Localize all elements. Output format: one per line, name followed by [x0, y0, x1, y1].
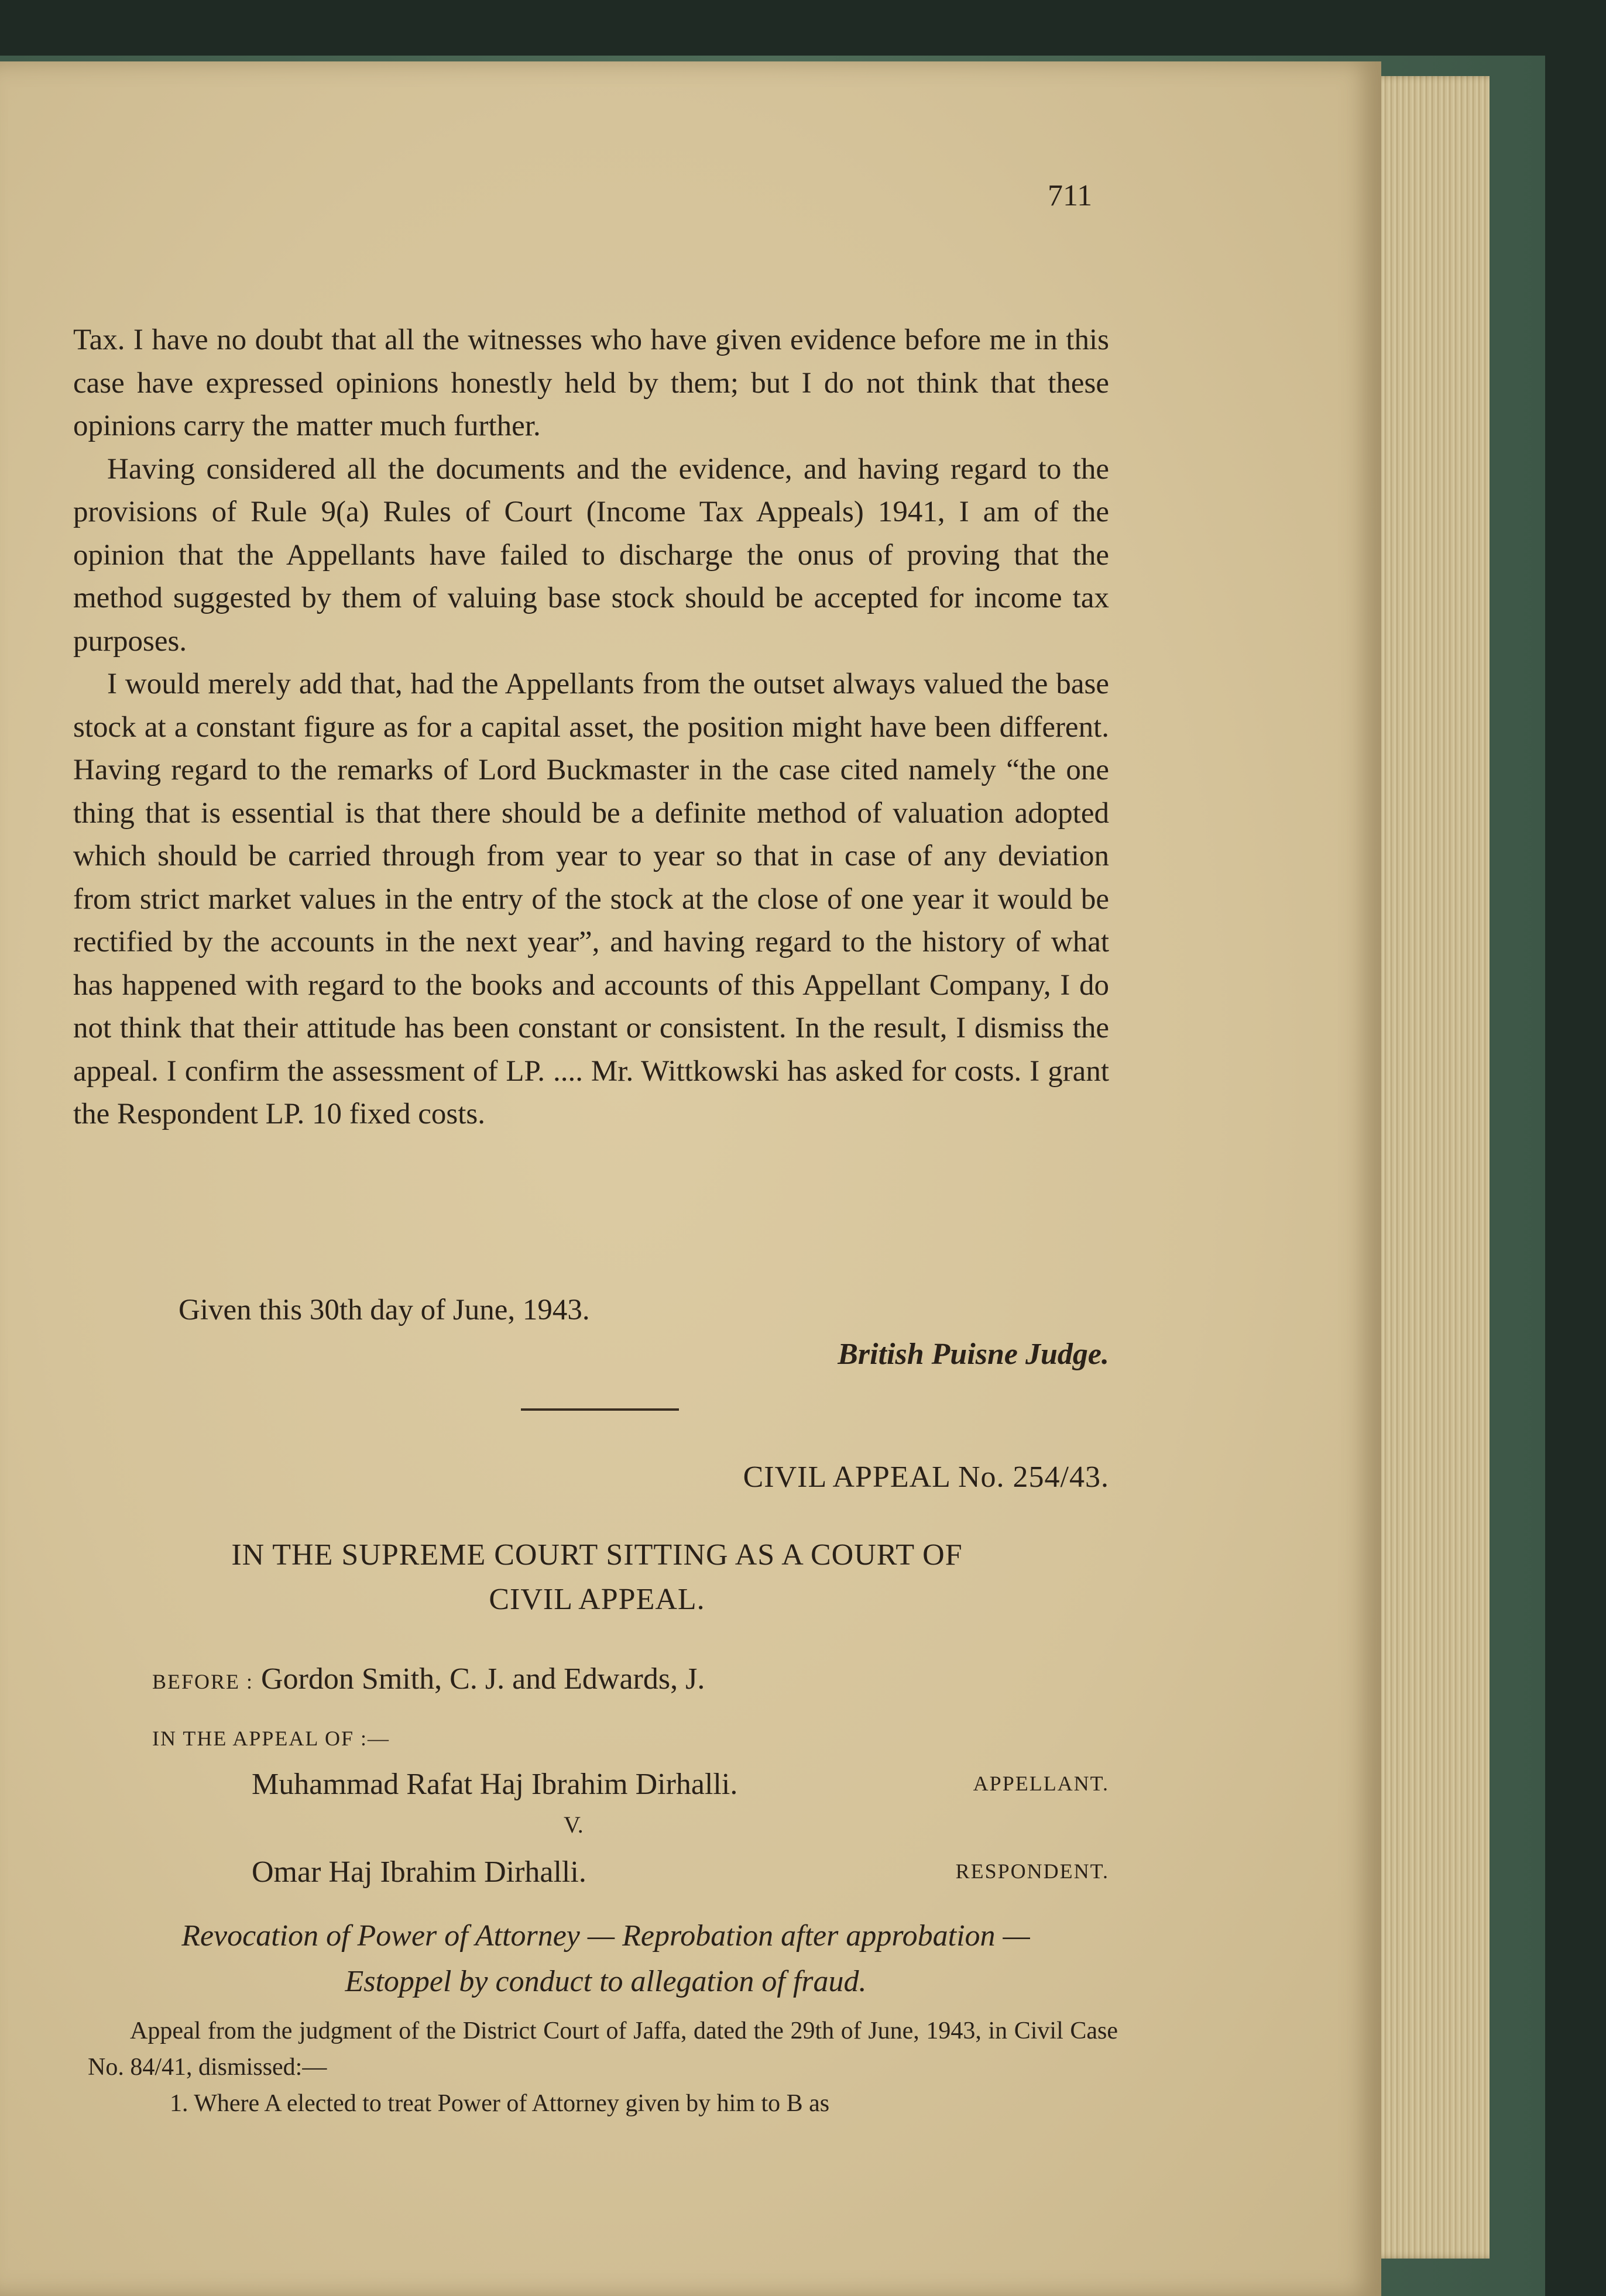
page-number: 711 — [1048, 179, 1093, 212]
appeal-summary: Appeal from the judgment of the District Court of Jaffa, dated the 29th of June, 1943, in Civil Case No. 84/41, dismissed:— — [88, 2017, 1118, 2081]
appellant-role: APPELLANT. — [973, 1772, 1109, 1795]
headnote-point: 1. Where A elected to treat Power of Attorney given by him to B as — [170, 2090, 830, 2117]
paragraph: I would merely add that, had the Appellants from the outset always valued the base stock at a constant figure as for a capital asset, the position might have been different. Having regard to the remarks of Lord Buckmaster in the case cited namely “the one thing that is essential is that there should be a definite method of valuation adopted which should be carried through from year to year so that in case of any deviation from strict market values in the entry of the stock at the close of one year it would be rectified by the accounts in the next year”, and having regard to the history of what has happened with regard to the books and accounts of this Appellant Company, I do not think that their attitude has been constant or consistent. In the result, I dismiss the appeal. I confirm the assessment of LP. .... Mr. Wittkowski has asked for costs. I grant the Respondent LP. 10 fixed costs. — [73, 668, 1109, 1130]
page-edges — [1364, 76, 1490, 2259]
court-heading — [123, 1533, 1071, 1622]
respondent-name: Omar Haj Ibrahim Dirhalli. — [252, 1855, 586, 1889]
date-line: Given this 30th day of June, 1943. — [179, 1294, 590, 1326]
court-heading-line: CIVIL APPEAL. — [489, 1583, 705, 1616]
headnote-title — [88, 1913, 1124, 2005]
before-label: BEFORE : — [152, 1670, 254, 1693]
court-heading-line: IN THE SUPREME COURT SITTING AS A COURT OF — [231, 1538, 963, 1572]
headnote-line: Estoppel by conduct to allegation of fraud. — [345, 1965, 867, 1998]
headnote-line: Revocation of Power of Attorney — Reprobation after approbation — — [181, 1919, 1030, 1953]
judgment-text — [73, 319, 1109, 1136]
book-page — [0, 61, 1381, 2296]
appellant-name: Muhammad Rafat Haj Ibrahim Dirhalli. — [252, 1768, 738, 1801]
bench-names: Gordon Smith, C. J. and Edwards, J. — [261, 1662, 705, 1696]
paragraph: Having considered all the documents and the evidence, and having regard to the provisions of Rule 9(a) Rules of Court (Income Tax Appeals) 1941, I am of the opinion that the Appellants have failed to discharge the onus of proving that the method suggested by them of valuing base stock should be accepted for income tax purposes. — [73, 452, 1109, 658]
in-appeal-label: IN THE APPEAL OF :— — [152, 1727, 390, 1750]
section-divider — [521, 1408, 679, 1411]
bench — [152, 1662, 705, 1696]
respondent-role: RESPONDENT. — [955, 1860, 1109, 1883]
versus: V. — [564, 1812, 584, 1838]
paragraph: Tax. I have no doubt that all the witnesses who have given evidence before me in this case have expressed opinions honestly held by them; but I do not think that these opinions carry the matter much further. — [73, 324, 1109, 442]
judge-signature: British Puisne Judge. — [838, 1338, 1109, 1371]
case-number: CIVIL APPEAL No. 254/43. — [743, 1460, 1109, 1494]
headnote-body — [88, 2013, 1118, 2122]
